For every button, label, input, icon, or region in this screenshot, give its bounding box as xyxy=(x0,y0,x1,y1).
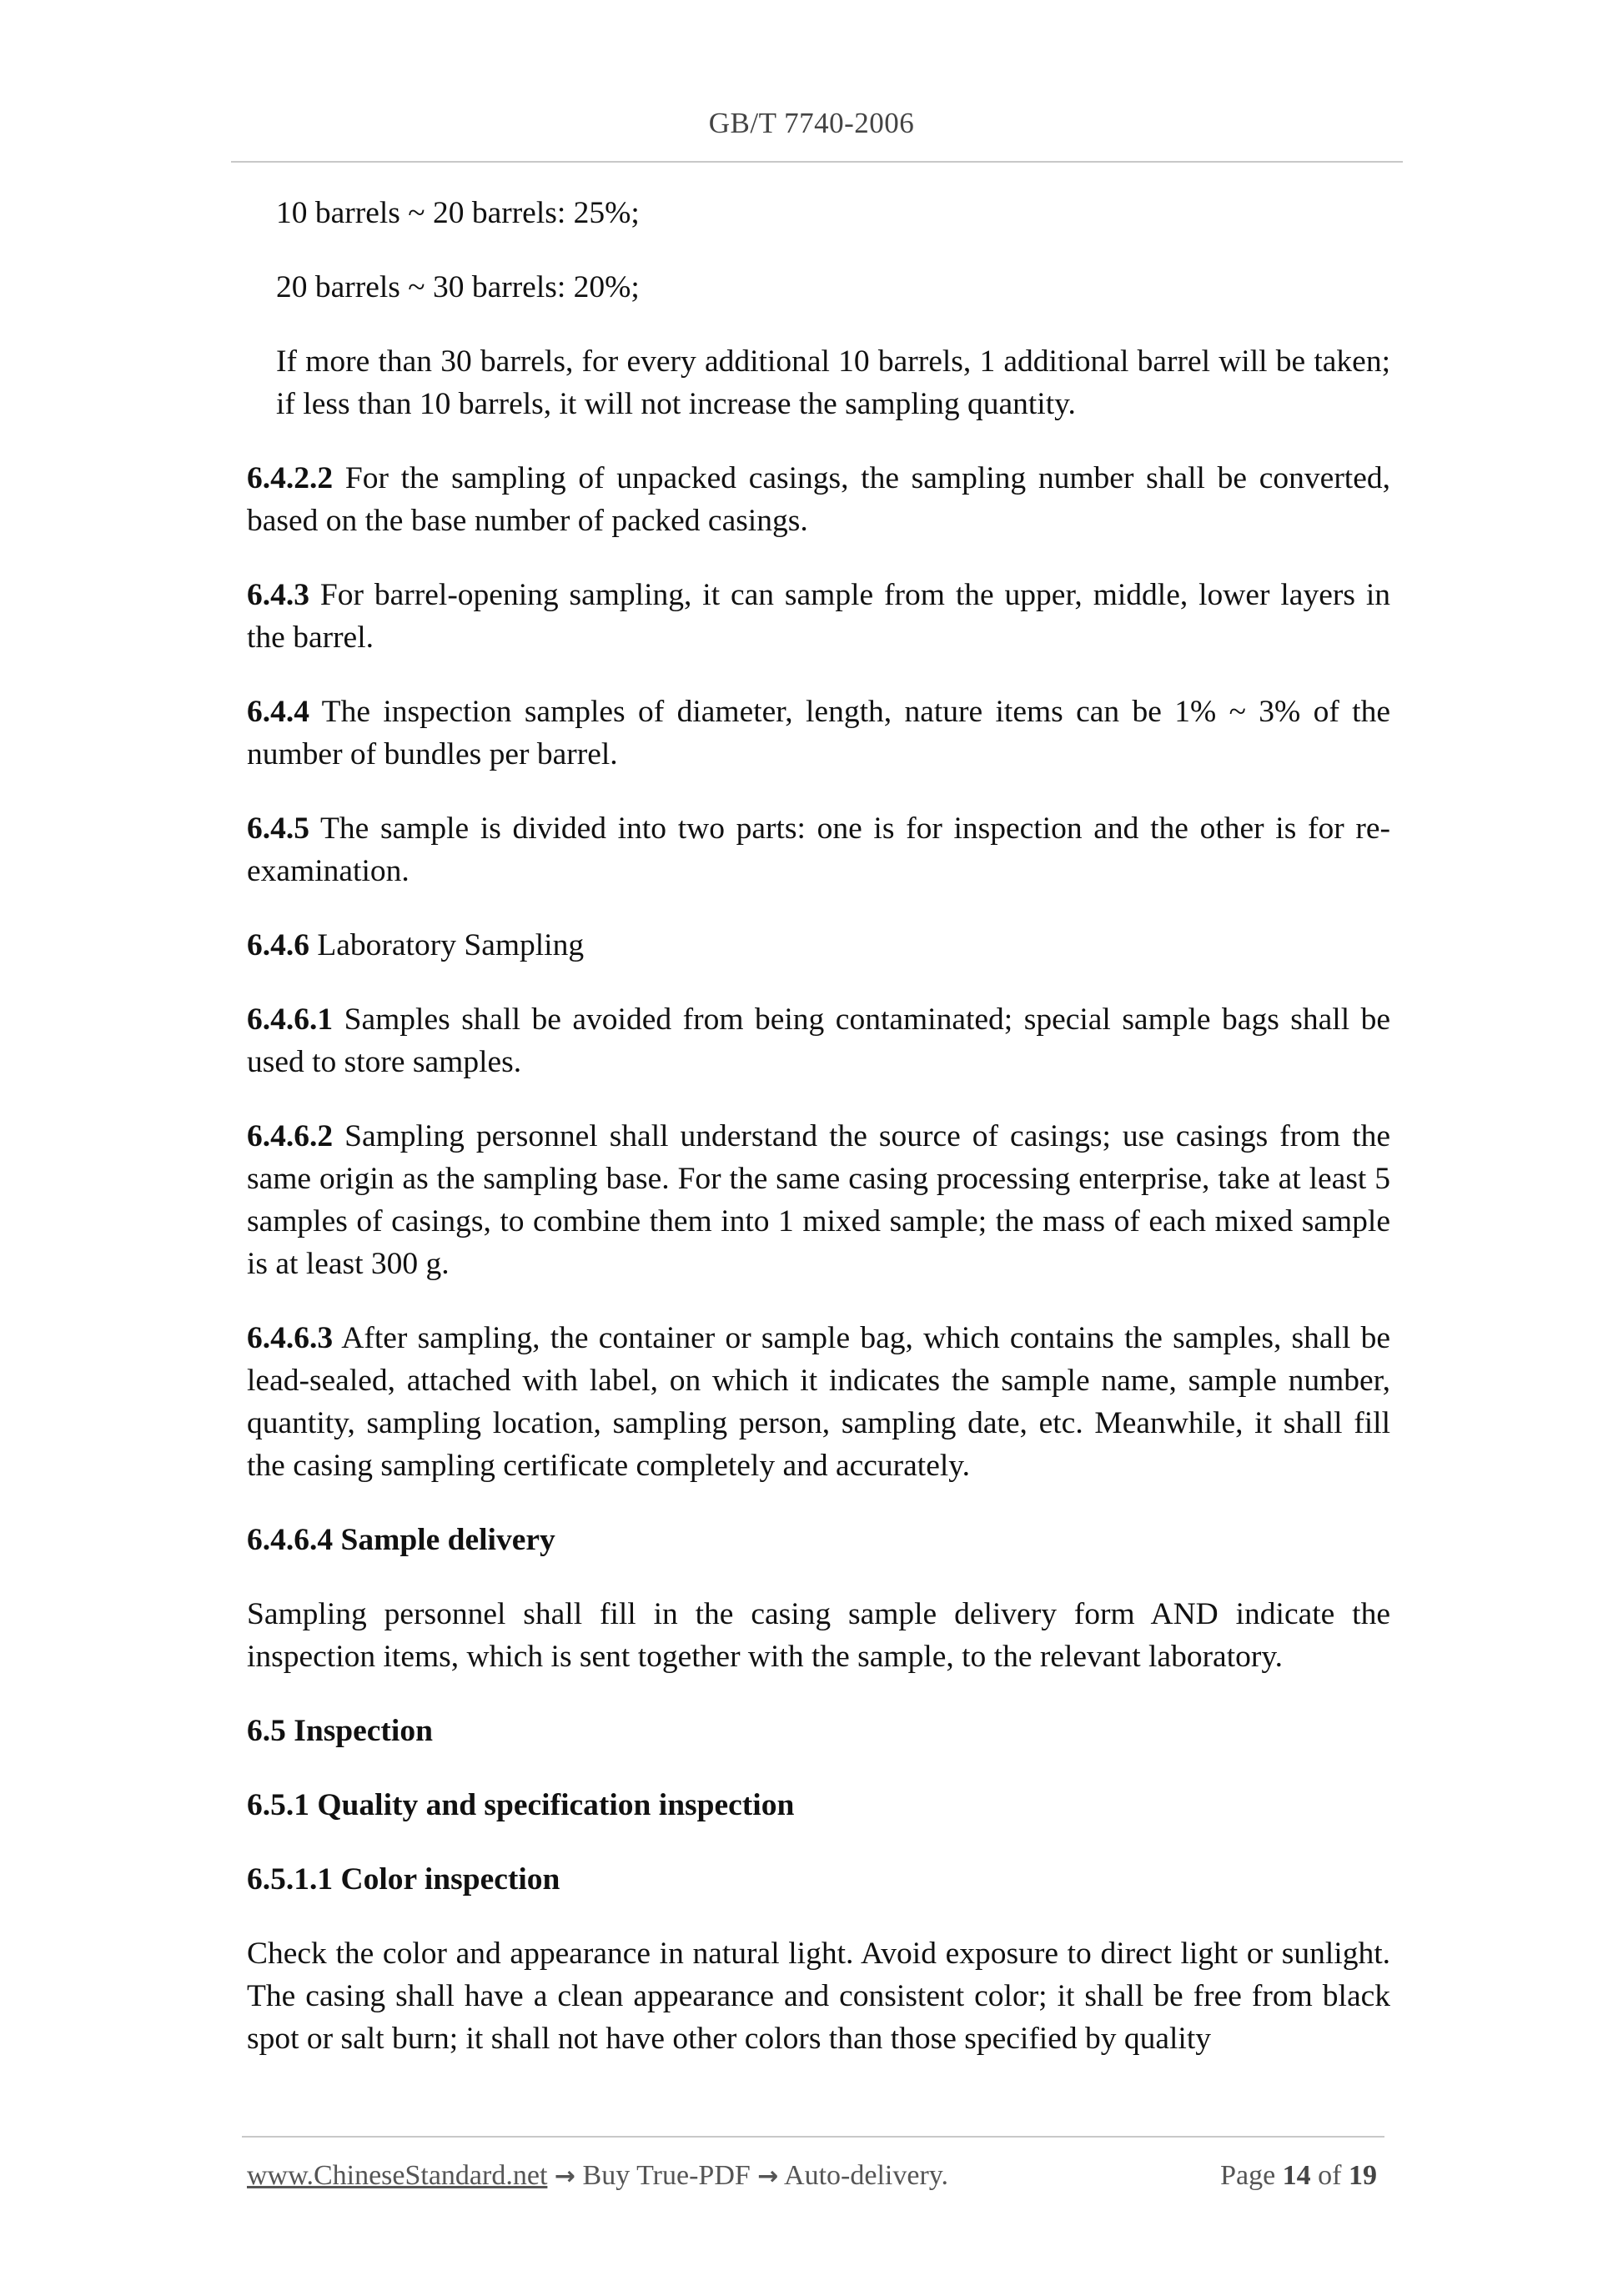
heading-6-4-6-4: 6.4.6.4 Sample delivery xyxy=(247,1523,555,1557)
clause-number: 6.4.5 xyxy=(247,811,309,846)
clause-number: 6.4.6 xyxy=(247,928,309,962)
page-footer xyxy=(247,2160,1377,2192)
clause-6-4-6-3 xyxy=(247,1317,1390,1487)
page-label: Page xyxy=(1220,2160,1283,2191)
page-indicator xyxy=(1220,2160,1377,2192)
page-of-label: of xyxy=(1310,2160,1349,2191)
clause-text: The inspection samples of diameter, length, nature items can be 1% ~ 3% of the number of bundles per barrel. xyxy=(247,695,1390,771)
arrow-right-icon: → xyxy=(554,2162,576,2191)
clause-number: 6.4.4 xyxy=(247,695,309,729)
page-body xyxy=(247,192,1390,2092)
clause-number: 6.4.6.2 xyxy=(247,1119,334,1153)
paragraph-sample-delivery: Sampling personnel shall fill in the casing sample delivery form AND indicate the inspection items, which is sent together with the sample, to the relevant laboratory. xyxy=(247,1597,1390,1674)
clause-text: Samples shall be avoided from being contaminated; special sample bags shall be used to store samples. xyxy=(247,1002,1390,1079)
clause-number: 6.4.6.3 xyxy=(247,1321,334,1355)
paragraph-sampling-rate-10-20: 10 barrels ~ 20 barrels: 25%; xyxy=(276,196,640,230)
clause-6-4-6-2 xyxy=(247,1115,1390,1285)
clause-text: For barrel-opening sampling, it can sample from the upper, middle, lower layers in the barrel. xyxy=(247,578,1390,655)
footer-divider xyxy=(242,2136,1384,2138)
clause-number: 6.4.3 xyxy=(247,578,309,612)
clause-6-4-3 xyxy=(247,574,1390,659)
clause-6-4-6-1 xyxy=(247,998,1390,1083)
clause-text: After sampling, the container or sample bag, which contains the samples, shall be lead-sealed, attached with label, on which it indicates the sample name, sample number, quantity, sampling location, sampling person, sampling date, etc. Meanwhile, it shall fill the casing sampling certificate completely and accurately. xyxy=(247,1321,1390,1483)
clause-6-4-2-2 xyxy=(247,457,1390,542)
heading-6-5-1-1: 6.5.1.1 Color inspection xyxy=(247,1862,560,1897)
footer-step-buy: Buy True-PDF xyxy=(575,2160,758,2191)
clause-text: Laboratory Sampling xyxy=(309,928,585,962)
page-total: 19 xyxy=(1349,2160,1377,2191)
heading-6-5-1: 6.5.1 Quality and specification inspection xyxy=(247,1788,795,1822)
page-current: 14 xyxy=(1282,2160,1311,2191)
clause-6-4-6 xyxy=(247,924,1390,967)
header-divider xyxy=(231,161,1403,163)
clause-6-4-4 xyxy=(247,691,1390,776)
clause-text: Sampling personnel shall understand the source of casings; use casings from the same origin as the sampling base. For the same casing processing enterprise, take at least 5 samples of casings, to combine them into 1 mixed sample; the mass of each mixed sample is at least 300 g. xyxy=(247,1119,1390,1281)
clause-text: The sample is divided into two parts: one is for inspection and the other is for re-examination. xyxy=(247,811,1390,888)
arrow-right-icon: → xyxy=(757,2162,779,2191)
clause-number: 6.4.2.2 xyxy=(247,461,334,495)
paragraph-sampling-over-30: If more than 30 barrels, for every additional 10 barrels, 1 additional barrel will be taken; if less than 10 barrels, it will not increase the sampling quantity. xyxy=(276,344,1390,421)
heading-6-5: 6.5 Inspection xyxy=(247,1714,433,1748)
paragraph-color-inspection: Check the color and appearance in natural light. Avoid exposure to direct light or sunlight. The casing shall have a clean appearance and consistent color; it shall be free from black spot or salt burn; it shall not have other colors than those specified by quality xyxy=(247,1937,1390,2056)
website-link[interactable]: www.ChineseStandard.net xyxy=(247,2160,548,2191)
paragraph-sampling-rate-20-30: 20 barrels ~ 30 barrels: 20%; xyxy=(276,270,640,304)
clause-6-4-5 xyxy=(247,807,1390,892)
footer-step-delivery: Auto-delivery. xyxy=(778,2160,949,2191)
clause-number: 6.4.6.1 xyxy=(247,1002,334,1037)
clause-text: For the sampling of unpacked casings, the sampling number shall be converted, based on the base number of packed casings. xyxy=(247,461,1390,538)
document-code-header: GB/T 7740-2006 xyxy=(708,107,915,139)
